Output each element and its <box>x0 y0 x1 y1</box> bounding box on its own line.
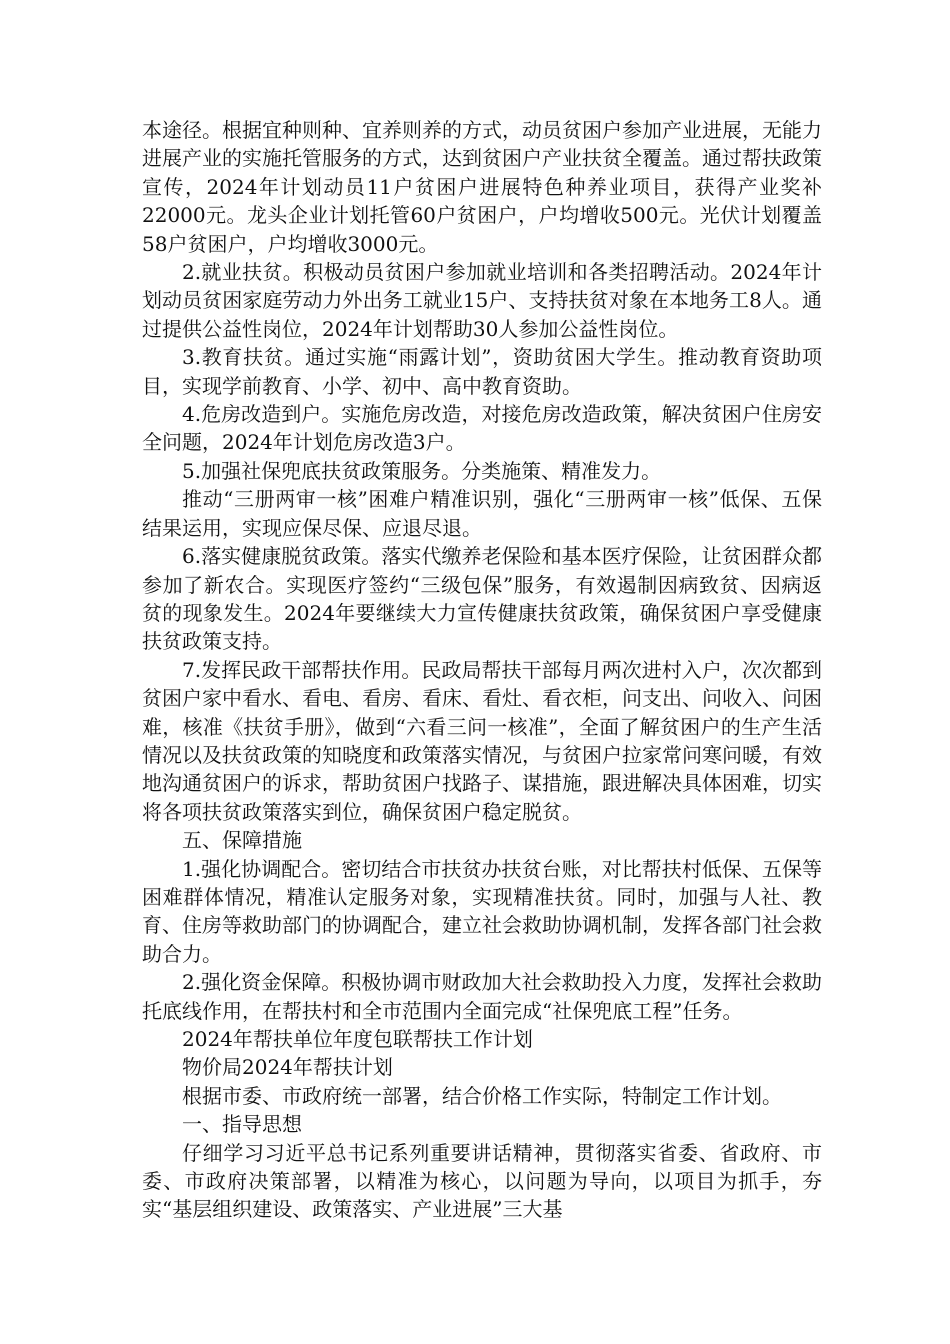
paragraph-funding: 2.强化资金保障。积极协调市财政加大社会救助投入力度，发挥社会救助托底线作用，在帮扶村和全市范围内全面完成“社保兜底工程”任务。 <box>142 970 822 1023</box>
document-page <box>142 116 822 1224</box>
section-heading-guiding-ideology: 一、指导思想 <box>182 1112 302 1137</box>
paragraph-industry-continued: 本途径。根据宜种则种、宜养则养的方式，动员贫困户参加产业进展，无能力进展产业的实施托管服务的方式，达到贫困户产业扶贫全覆盖。通过帮扶政策宣传，2024年计划动员11户贫困户进展特色种养业项目，获得产业奖补22000元。龙头企业计划托管60户贫困户，户均增收500元。光伏计划覆盖58户贫困户，户均增收3000元。 <box>142 118 822 256</box>
paragraph-health: 6.落实健康脱贫政策。落实代缴养老保险和基本医疗保险，让贫困群众都参加了新农合。实现医疗签约“三级包保”服务，有效遏制因病致贫、因病返贫的现象发生。2024年要继续大力宣传健康扶贫政策，确保贫困户享受健康扶贫政策支持。 <box>142 544 822 654</box>
paragraph-civil-affairs: 7.发挥民政干部帮扶作用。民政局帮扶干部每月两次进村入户，次次都到贫困户家中看水、看电、看房、看床、看灶、看衣柜，问支出、问收入、问困难，核准《扶贫手册》，做到“六看三问一核准”，全面了解贫困户的生产生活情况以及扶贫政策的知晓度和政策落实情况，与贫困户拉家常问寒问暖，有效地沟通贫困户的诉求，帮助贫困户找路子、谋措施，跟进解决具体困难，切实将各项扶贫政策落实到位，确保贫困户稳定脱贫。 <box>142 657 822 824</box>
paragraph-coordination: 1.强化协调配合。密切结合市扶贫办扶贫台账，对比帮扶村低保、五保等困难群体情况，精准认定服务对象，实现精准扶贫。同时，加强与人社、教育、住房等救助部门的协调配合，建立社会救助协调机制，发挥各部门社会救助合力。 <box>142 856 822 966</box>
paragraph-housing: 4.危房改造到户。实施危房改造，对接危房改造政策，解决贫困户住房安全问题，2024年计划危房改造3户。 <box>142 402 822 455</box>
paragraph-social-security: 5.加强社保兜底扶贫政策服务。分类施策、精准发力。 <box>182 458 662 483</box>
document-title: 2024年帮扶单位年度包联帮扶工作计划 <box>182 1027 533 1051</box>
paragraph-identification: 推动“三册两审一核”困难户精准识别，强化“三册两审一核”低保、五保结果运用，实现应保尽保、应退尽退。 <box>142 487 822 540</box>
paragraph-education: 3.教育扶贫。通过实施“雨露计划”，资助贫困大学生。推动教育资助项目，实现学前教育、小学、初中、高中教育资助。 <box>142 345 822 398</box>
paragraph-employment: 2.就业扶贫。积极动员贫困户参加就业培训和各类招聘活动。2024年计划动员贫困家庭劳动力外出务工就业15户、支持扶贫对象在本地务工8人。通过提供公益性岗位，2024年计划帮助30人参加公益性岗位。 <box>142 260 822 341</box>
paragraph-intro: 根据市委、市政府统一部署，结合价格工作实际，特制定工作计划。 <box>182 1083 782 1108</box>
section-heading-safeguards: 五、保障措施 <box>182 828 302 853</box>
document-subtitle: 物价局2024年帮扶计划 <box>182 1055 393 1080</box>
paragraph-guiding-ideology: 仔细学习习近平总书记系列重要讲话精神，贯彻落实省委、省政府、市委、市政府决策部署，以精准为核心，以问题为导向，以项目为抓手，夯实“基层组织建设、政策落实、产业进展”三大基 <box>142 1140 822 1222</box>
